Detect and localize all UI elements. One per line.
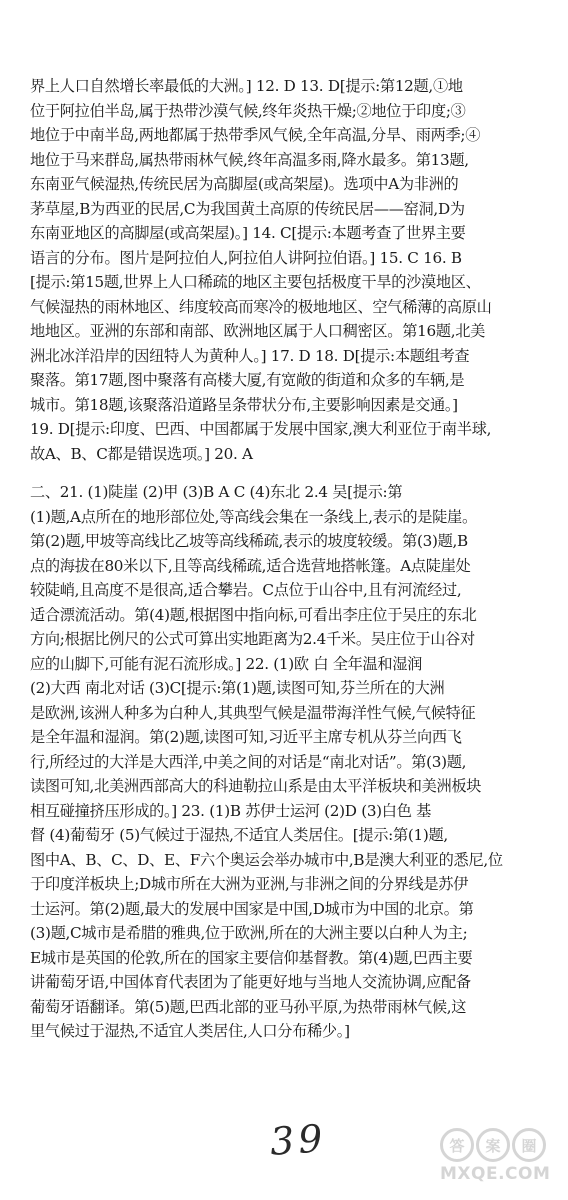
text-line: 位于阿拉伯半岛,属于热带沙漠气候,终年炎热干燥;②地位于印度;③ [30, 101, 466, 120]
text-line: 讲葡萄牙语,中国体育代表团为了能更好地与当地人交流协调,应配备 [30, 973, 471, 991]
text-line: 相互碰撞挤压形成的。] 23. (1)B 苏伊士运河 (2)D (3)白色 基 [30, 801, 431, 820]
answer-text-block [30, 74, 550, 1044]
text-line: 行,所经过的大洋是大西洋,中美之间的对话是“南北对话”。第(3)题, [30, 752, 467, 771]
section-gap [30, 466, 550, 480]
text-line: 图中A、B、C、D、E、F六个奥运会举办城市中,B是澳大利亚的悉尼,位 [30, 850, 503, 869]
answer-section-2 [30, 480, 550, 1044]
watermark-char: 圈 [512, 1128, 546, 1162]
handwritten-page-number: 39 [268, 1116, 328, 1164]
watermark-logo [440, 1128, 560, 1192]
text-line: 里气候过于湿热,不适宜人类居住,人口分布稀少。] [30, 1022, 350, 1040]
text-line: 语言的分布。图片是阿拉伯人,阿拉伯人讲阿拉伯语。] 15. C 16. B [30, 248, 462, 267]
watermark-char: 案 [476, 1128, 510, 1162]
text-line: 东南亚地区的高脚屋(或高架屋)。] 14. C[提示:本题考查了世界主要 [30, 224, 466, 242]
text-line: 气候湿热的雨林地区、纬度较高而寒冷的极地地区、空气稀薄的高原山 [30, 297, 492, 316]
watermark-chars [440, 1128, 560, 1162]
text-line: 读图可知,北美洲西部高大的科迪勒拉山系是由太平洋板块和美洲板块 [30, 777, 482, 795]
text-line: 点的海拔在80米以下,且等高线稀疏,适合选营地搭帐篷。A点陡崖处 [30, 556, 471, 575]
text-line: 地地区。亚洲的东部和南部、欧洲地区属于人口稠密区。第16题,北美 [30, 322, 485, 340]
answer-section-1 [30, 74, 550, 466]
text-line: 应的山脚下,可能有泥石流形成。] 22. (1)欧 白 全年温和湿润 [30, 654, 423, 673]
text-line: 洲北冰洋沿岸的因纽特人为黄种人。] 17. D 18. D[提示:本题组考查 [30, 346, 470, 365]
text-line: 士运河。第(2)题,最大的发展中国家是中国,D城市为中国的北京。第 [30, 899, 474, 918]
text-line: 是全年温和湿润。第(2)题,读图可知,习近平主席专机从芬兰向西飞 [30, 728, 462, 746]
text-line: (3)题,C城市是希腊的雅典,位于欧洲,所在的大洲主要以白种人为主; [30, 924, 468, 942]
text-line: 地位于中南半岛,两地都属于热带季风气候,全年高温,分旱、雨两季;④ [30, 126, 481, 144]
watermark-char: 答 [440, 1128, 474, 1162]
text-line: 督 (4)葡萄牙 (5)气候过于湿热,不适宜人类居住。[提示:第(1)题, [30, 826, 448, 844]
text-line: (2)大西 南北对话 (3)C[提示:第(1)题,读图可知,芬兰所在的大洲 [30, 679, 445, 697]
text-line: 较陡峭,且高度不是很高,适合攀岩。C点位于山谷中,且有河流经过, [30, 581, 462, 599]
watermark-url: MXQE.COM [440, 1164, 551, 1184]
text-line: 方向;根据比例尺的公式可算出实地距离为2.4千米。吴庄位于山谷对 [30, 630, 475, 648]
text-line: [提示:第15题,世界上人口稀疏的地区主要包括极度干旱的沙漠地区、 [30, 273, 481, 291]
text-line: 城市。第18题,该聚落沿道路呈条带状分布,主要影响因素是交通。] [30, 395, 458, 414]
text-line: 东南亚气候湿热,传统民居为高脚屋(或高架屋)。选项中A为非洲的 [30, 175, 459, 193]
text-line: 故A、B、C都是错误选项。] 20. A [30, 444, 253, 463]
text-line: 葡萄牙语翻译。第(5)题,巴西北部的亚马孙平原,为热带雨林气候,这 [30, 997, 467, 1016]
text-line: 地位于马来群岛,属热带雨林气候,终年高温多雨,降水最多。第13题, [30, 150, 469, 169]
text-line: 茅草屋,B为西亚的民居,C为我国黄土高原的传统民居——窑洞,D为 [30, 199, 465, 218]
text-line: 于印度洋板块上;D城市所在大洲为亚洲,与非洲之间的分界线是苏伊 [30, 875, 469, 893]
text-line: 聚落。第17题,图中聚落有高楼大厦,有宽敞的街道和众多的车辆,是 [30, 371, 465, 389]
text-line: E城市是英国的伦敦,所在的国家主要信仰基督教。第(4)题,巴西主要 [30, 948, 473, 967]
text-line: 二、21. (1)陡崖 (2)甲 (3)B A C (4)东北 2.4 吴[提示:第 [30, 483, 403, 501]
text-line: 适合漂流活动。第(4)题,根据图中指向标,可看出李庄位于吴庄的东北 [30, 605, 477, 624]
text-line: 是欧洲,该洲人种多为白种人,其典型气候是温带海洋性气候,气候特征 [30, 703, 476, 722]
text-line: 界上人口自然增长率最低的大洲。] 12. D 13. D[提示:第12题,①地 [30, 77, 463, 95]
text-line: 19. D[提示:印度、巴西、中国都属于发展中国家,澳大利亚位于南半球, [30, 420, 492, 438]
text-line: 第(2)题,甲坡等高线比乙坡等高线稀疏,表示的坡度较缓。第(3)题,B [30, 532, 468, 550]
text-line: (1)题,A点所在的地形部位处,等高线会集在一条线上,表示的是陡崖。 [30, 507, 477, 526]
